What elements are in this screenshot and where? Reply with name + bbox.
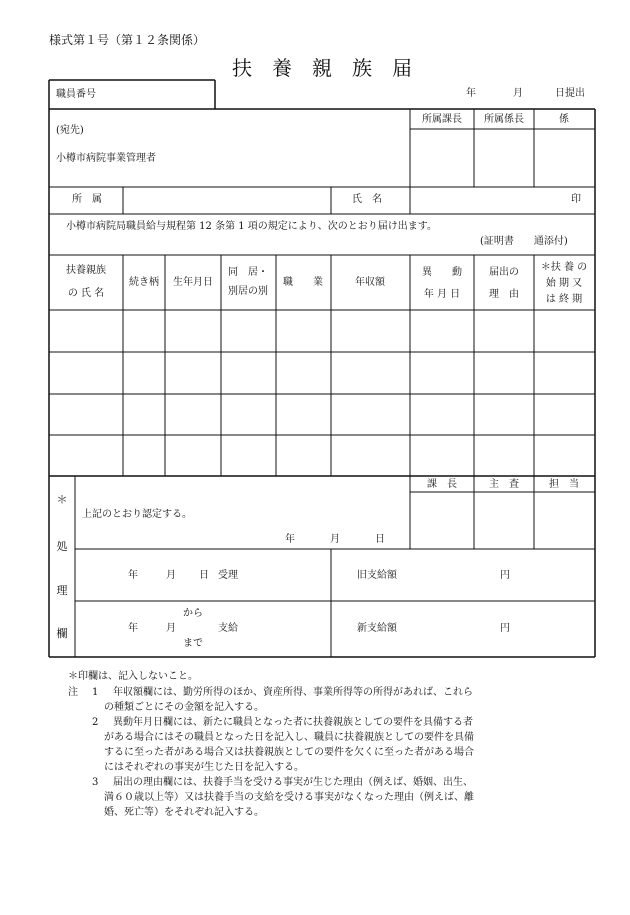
note-1-number: 1 bbox=[92, 687, 99, 698]
payment-from-label: から bbox=[183, 608, 203, 619]
notes-label: 注 bbox=[68, 687, 78, 698]
header-birth-date: 生年月日 bbox=[173, 277, 213, 288]
addressee-label: (宛先) bbox=[56, 125, 84, 136]
header-change-date-1: 異 動 bbox=[422, 267, 462, 278]
header-reason-1: 届出の bbox=[489, 267, 519, 278]
note-3-line-2: 満６０歳以上等）又は扶養手当の支給を受ける事実がなくなった理由（例えば、離 bbox=[104, 792, 474, 803]
received-day-label: 日 bbox=[199, 570, 209, 581]
processing-mark-3: 欄 bbox=[56, 627, 68, 640]
received-month-label: 月 bbox=[166, 570, 176, 581]
header-annual-income: 年収額 bbox=[355, 277, 385, 288]
processing-mark-2: 理 bbox=[56, 584, 68, 597]
header-cohabitation-1: 同 居・ bbox=[228, 267, 268, 278]
processing-mark-1: 処 bbox=[56, 540, 68, 553]
received-year-label: 年 bbox=[128, 570, 138, 581]
seal-label: 印 bbox=[571, 194, 581, 205]
dept-label: 所 属 bbox=[72, 194, 102, 205]
note-3-number: 3 bbox=[92, 777, 99, 788]
note-2-line-3: するに至った者がある場合又は扶養親族としての要件を欠くに至った者がある場合 bbox=[104, 747, 474, 758]
date-submitted-label: 日提出 bbox=[555, 88, 585, 99]
new-amount-label: 新支給額 bbox=[357, 623, 397, 634]
received-label: 受理 bbox=[218, 570, 238, 581]
payment-label: 支給 bbox=[218, 623, 238, 634]
header-period-2: 始 期 又 bbox=[545, 278, 583, 289]
note-1-line-1: 年収額欄には、勤労所得のほか、資産所得、事業所得等の所得があれば、これら bbox=[113, 687, 473, 698]
star-note: ＊印欄は、記入しないこと。 bbox=[68, 671, 198, 682]
header-dependent-name-2: の 氏 名 bbox=[67, 288, 105, 299]
header-period-1: ＊扶 養 の bbox=[540, 262, 588, 273]
processing-mark-star: ＊ bbox=[56, 493, 68, 506]
cert-month-label: 月 bbox=[330, 534, 340, 545]
note-3-line-1: 届出の理由欄には、扶養手当を受ける事実が生じた理由（例えば、婚姻、出生、 bbox=[113, 777, 473, 788]
payment-year-label: 年 bbox=[128, 623, 138, 634]
attachment-note: (証明書 通添付) bbox=[480, 236, 568, 247]
certify-text: 上記のとおり認定する。 bbox=[82, 509, 192, 520]
addressee-name: 小樽市病院事業管理者 bbox=[56, 153, 156, 164]
approval-staff: 係 bbox=[559, 114, 569, 125]
header-cohabitation-2: 別居の別 bbox=[228, 286, 268, 297]
note-2-number: 2 bbox=[92, 717, 99, 728]
approval-supervisor: 主 査 bbox=[489, 479, 519, 490]
form-number: 様式第１号（第１２条関係） bbox=[49, 33, 206, 47]
note-1-line-2: の種類ごとにその金額を記入する。 bbox=[104, 702, 264, 713]
declaration-text: 小樽市病院局職員給与規程第 12 条第 1 項の規定により、次のとおり届け出ます。 bbox=[66, 221, 438, 232]
header-occupation: 職 業 bbox=[283, 277, 323, 288]
form-title: 扶 養 親 族 届 bbox=[232, 56, 412, 80]
note-2-line-2: がある場合にはその職員となった日を記入し、職員に扶養親族としての要件を具備 bbox=[104, 732, 474, 743]
new-amount-yen: 円 bbox=[500, 623, 510, 634]
date-year-label: 年 bbox=[466, 88, 476, 99]
header-period-3: は 終 期 bbox=[545, 294, 583, 305]
header-change-date-2: 年 月 日 bbox=[423, 289, 461, 300]
note-2-line-1: 異動年月日欄には、新たに職員となった者に扶養親族としての要件を具備する者 bbox=[113, 717, 473, 728]
cert-year-label: 年 bbox=[285, 534, 295, 545]
approval-section-chief: 所属課長 bbox=[422, 114, 462, 125]
old-amount-yen: 円 bbox=[500, 570, 510, 581]
approval-person-in-charge: 担 当 bbox=[549, 479, 579, 490]
payment-month-label: 月 bbox=[166, 623, 176, 634]
old-amount-label: 旧支給額 bbox=[357, 570, 397, 581]
header-dependent-name-1: 扶養親族 bbox=[66, 265, 106, 276]
name-label: 氏 名 bbox=[352, 194, 382, 205]
employee-no-label: 職員番号 bbox=[56, 89, 96, 100]
note-2-line-4: にはそれぞれの事実が生じた日を記入する。 bbox=[104, 762, 304, 773]
header-reason-2: 理 由 bbox=[489, 289, 519, 300]
note-3-line-3: 婚、死亡等）をそれぞれ記入する。 bbox=[104, 807, 264, 818]
date-month-label: 月 bbox=[513, 88, 523, 99]
payment-until-label: まで bbox=[183, 638, 203, 649]
approval-chief: 課 長 bbox=[427, 479, 457, 490]
approval-subsection-chief: 所属係長 bbox=[484, 114, 524, 125]
header-relationship: 続き柄 bbox=[129, 277, 159, 288]
cert-day-label: 日 bbox=[375, 534, 385, 545]
